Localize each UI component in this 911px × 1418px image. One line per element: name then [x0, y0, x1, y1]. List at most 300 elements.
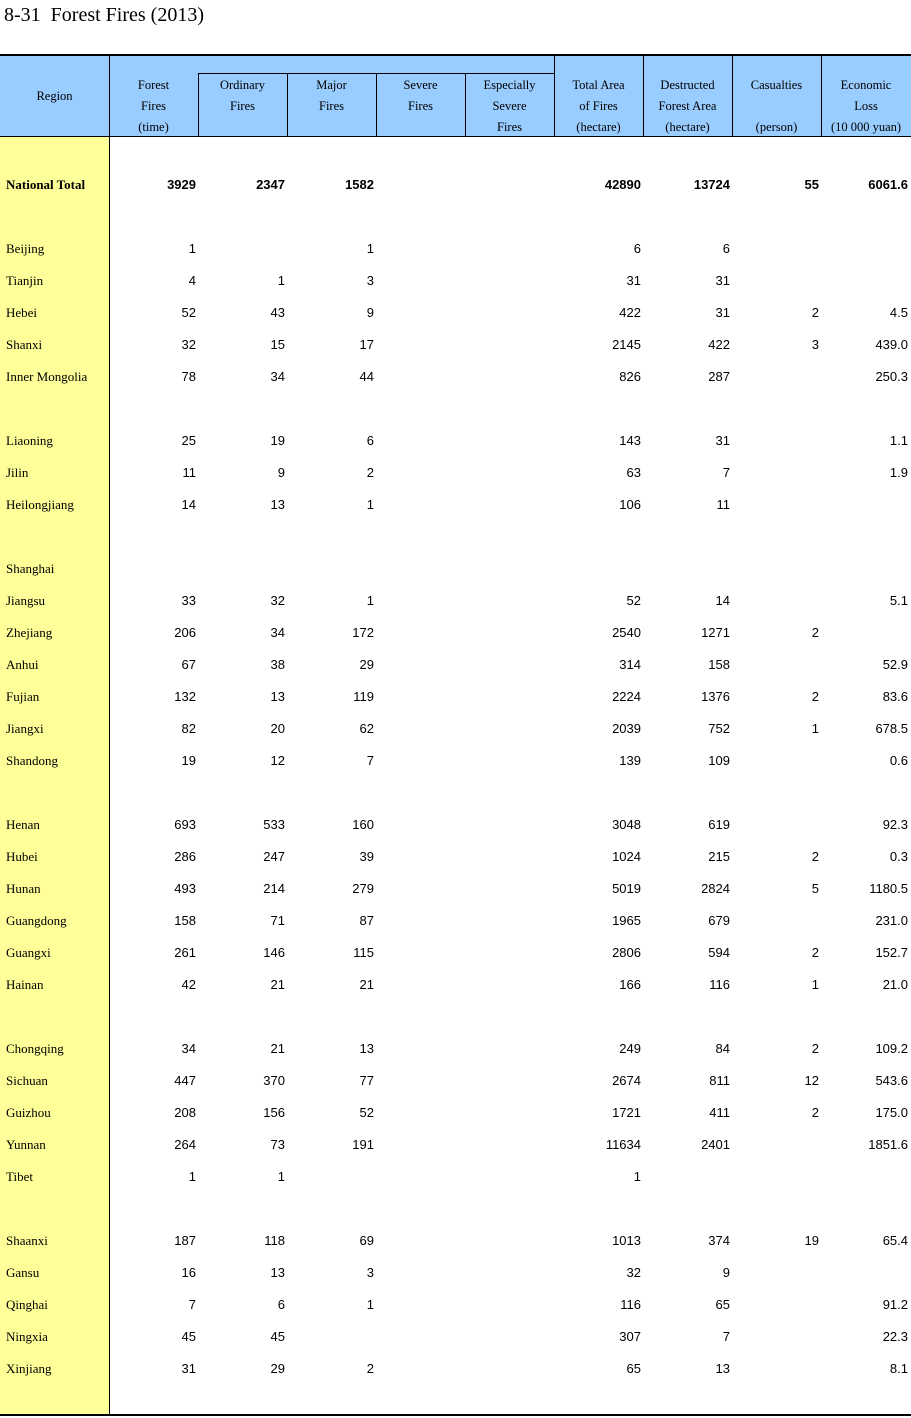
cell-destructed-area: 31 [715, 433, 730, 448]
cell-casualties: 2 [811, 689, 819, 704]
region-name: Liaoning [6, 433, 53, 448]
cell-economic-loss: 92.3 [882, 817, 908, 832]
cell-forest-fires: 34 [181, 1041, 196, 1056]
cell-ordinary-fires: 21 [270, 1041, 285, 1056]
cell-forest-fires: 206 [174, 625, 196, 640]
cell-forest-fires: 19 [181, 753, 196, 768]
cell-total-area: 249 [619, 1041, 641, 1056]
cell-destructed-area: 7 [722, 465, 730, 480]
cell-total-area: 42890 [604, 177, 641, 192]
region-name: Shandong [6, 753, 58, 768]
table-row [0, 361, 911, 393]
cell-major-fires: 1 [366, 241, 374, 256]
cell-economic-loss: 175.0 [875, 1105, 908, 1120]
table-row [0, 1289, 911, 1321]
cell-economic-loss [821, 1161, 908, 1193]
cell-forest-fires: 33 [181, 593, 196, 608]
cell-severe-fires [376, 809, 463, 841]
region-name: Shanxi [6, 337, 43, 352]
cell-forest-fires: 286 [174, 849, 196, 864]
page-title: 8-31 Forest Fires (2013) [4, 4, 204, 26]
cell-destructed-area: 679 [708, 913, 730, 928]
region-name: Qinghai [6, 1297, 48, 1312]
cell-total-area: 63 [626, 465, 641, 480]
cell-forest-fires: 7 [188, 1297, 196, 1312]
cell-ordinary-fires: 34 [270, 369, 285, 384]
table-row [0, 1129, 911, 1161]
region-name: Xinjiang [6, 1361, 52, 1376]
region-name: Guangdong [6, 913, 67, 928]
cell-total-area: 307 [619, 1329, 641, 1344]
cell-total-area: 826 [619, 369, 641, 384]
table-row [0, 1097, 911, 1129]
cell-casualties [732, 649, 819, 681]
cell-especially-severe-fires [465, 1289, 552, 1321]
cell-severe-fires [376, 1097, 463, 1129]
cell-total-area: 2806 [612, 945, 641, 960]
cell-major-fires: 77 [359, 1073, 374, 1088]
cell-casualties [732, 905, 819, 937]
cell-economic-loss: 109.2 [875, 1041, 908, 1056]
cell-forest-fires: 1 [188, 241, 196, 256]
cell-total-area: 1024 [612, 849, 641, 864]
cell-destructed-area: 215 [708, 849, 730, 864]
cell-especially-severe-fires [465, 233, 552, 265]
region-name: Yunnan [6, 1137, 46, 1152]
cell-destructed-area: 116 [709, 977, 730, 992]
cell-forest-fires: 4 [188, 273, 196, 288]
cell-ordinary-fires: 29 [270, 1361, 285, 1376]
cell-severe-fires [376, 841, 463, 873]
cell-severe-fires [376, 329, 463, 361]
cell-casualties: 2 [811, 849, 819, 864]
cell-major-fires: 160 [352, 817, 374, 832]
cell-major-fires: 1 [366, 1297, 374, 1312]
cell-casualties: 3 [811, 337, 819, 352]
cell-ordinary-fires: 247 [263, 849, 285, 864]
bottom-rule [0, 1414, 911, 1416]
cell-ordinary-fires: 1 [277, 1169, 285, 1184]
cell-especially-severe-fires [465, 905, 552, 937]
cell-major-fires: 21 [359, 977, 374, 992]
cell-ordinary-fires: 20 [270, 721, 285, 736]
cell-major-fires: 2 [366, 1361, 374, 1376]
region-name: Gansu [6, 1265, 40, 1280]
cell-severe-fires [376, 1225, 463, 1257]
cell-major-fires: 172 [352, 625, 374, 640]
cell-casualties [732, 1321, 819, 1353]
header-forest-fires: Forest Fires (time) [137, 78, 170, 134]
cell-total-area: 116 [620, 1297, 641, 1312]
cell-major-fires: 1 [366, 497, 374, 512]
table-row [0, 969, 911, 1001]
region-name: Guizhou [6, 1105, 51, 1120]
cell-ordinary-fires: 38 [270, 657, 285, 672]
cell-ordinary-fires: 19 [270, 433, 285, 448]
cell-severe-fires [376, 617, 463, 649]
cell-casualties: 2 [811, 945, 819, 960]
cell-major-fires: 3 [366, 1265, 374, 1280]
cell-ordinary-fires [198, 233, 285, 265]
cell-major-fires: 44 [359, 369, 374, 384]
region-name: Hunan [6, 881, 41, 896]
cell-economic-loss: 250.3 [875, 369, 908, 384]
cell-ordinary-fires: 156 [263, 1105, 285, 1120]
table-row [0, 1065, 911, 1097]
cell-especially-severe-fires [465, 937, 552, 969]
cell-especially-severe-fires [465, 1161, 552, 1193]
cell-major-fires [287, 1321, 374, 1353]
cell-casualties [732, 809, 819, 841]
table-row [0, 905, 911, 937]
table-row [0, 1161, 911, 1193]
cell-especially-severe-fires [465, 841, 552, 873]
cell-economic-loss: 678.5 [875, 721, 908, 736]
cell-economic-loss: 65.4 [882, 1233, 908, 1248]
cell-total-area: 5019 [612, 881, 641, 896]
cell-total-area: 32 [626, 1265, 641, 1280]
cell-forest-fires: 32 [181, 337, 196, 352]
region-name: Henan [6, 817, 40, 832]
cell-destructed-area [643, 1161, 730, 1193]
cell-destructed-area: 374 [708, 1233, 730, 1248]
cell-major-fires: 9 [366, 305, 374, 320]
cell-forest-fires: 25 [181, 433, 196, 448]
cell-ordinary-fires: 34 [270, 625, 285, 640]
cell-forest-fires: 493 [174, 881, 196, 896]
cell-economic-loss: 6061.6 [868, 177, 908, 192]
cell-forest-fires: 187 [174, 1233, 196, 1248]
cell-casualties [732, 425, 819, 457]
region-name: Chongqing [6, 1041, 64, 1056]
cell-forest-fires: 11 [182, 465, 196, 480]
cell-total-area: 3048 [612, 817, 641, 832]
cell-forest-fires: 67 [181, 657, 196, 672]
cell-ordinary-fires: 2347 [256, 177, 285, 192]
cell-major-fires: 2 [366, 465, 374, 480]
cell-destructed-area: 752 [708, 721, 730, 736]
cell-casualties: 2 [811, 1105, 819, 1120]
cell-major-fires: 119 [353, 689, 374, 704]
cell-especially-severe-fires [465, 1097, 552, 1129]
cell-especially-severe-fires [465, 553, 552, 585]
cell-ordinary-fires: 71 [270, 913, 285, 928]
table-row [0, 553, 911, 585]
cell-total-area: 166 [619, 977, 641, 992]
cell-total-area [554, 553, 641, 585]
cell-especially-severe-fires [465, 361, 552, 393]
cell-major-fires: 69 [359, 1233, 374, 1248]
cell-ordinary-fires: 45 [270, 1329, 285, 1344]
cell-ordinary-fires [198, 553, 285, 585]
cell-total-area: 2540 [612, 625, 641, 640]
cell-forest-fires: 447 [174, 1073, 196, 1088]
cell-forest-fires: 31 [181, 1361, 196, 1376]
cell-severe-fires [376, 1321, 463, 1353]
cell-especially-severe-fires [465, 1321, 552, 1353]
cell-severe-fires [376, 905, 463, 937]
table-row [0, 585, 911, 617]
region-name: Tibet [6, 1169, 33, 1184]
cell-ordinary-fires: 118 [264, 1233, 285, 1248]
cell-ordinary-fires: 13 [270, 497, 285, 512]
cell-destructed-area: 811 [709, 1073, 730, 1088]
cell-especially-severe-fires [465, 617, 552, 649]
cell-forest-fires: 42 [181, 977, 196, 992]
cell-destructed-area: 14 [715, 593, 730, 608]
cell-economic-loss: 1851.6 [868, 1137, 908, 1152]
cell-economic-loss: 1180.5 [869, 881, 908, 896]
cell-major-fires [287, 553, 374, 585]
cell-forest-fires: 158 [174, 913, 196, 928]
cell-severe-fires [376, 1353, 463, 1385]
cell-severe-fires [376, 265, 463, 297]
cell-destructed-area [643, 553, 730, 585]
cell-casualties [732, 1289, 819, 1321]
cell-ordinary-fires: 146 [263, 945, 285, 960]
cell-total-area: 31 [626, 273, 641, 288]
cell-ordinary-fires: 13 [270, 689, 285, 704]
cell-casualties [732, 585, 819, 617]
region-name: Inner Mongolia [6, 369, 88, 384]
cell-casualties: 2 [811, 625, 819, 640]
table-row [0, 713, 911, 745]
table-row [0, 1353, 911, 1385]
cell-especially-severe-fires [465, 169, 552, 201]
cell-especially-severe-fires [465, 265, 552, 297]
cell-economic-loss: 8.1 [889, 1361, 908, 1376]
cell-total-area: 2224 [612, 689, 641, 704]
region-name: Jilin [6, 465, 29, 480]
cell-severe-fires [376, 873, 463, 905]
cell-casualties [732, 553, 819, 585]
cell-ordinary-fires: 533 [263, 817, 285, 832]
cell-especially-severe-fires [465, 489, 552, 521]
cell-ordinary-fires: 370 [263, 1073, 285, 1088]
header-economic-loss: Economic Loss (10 000 yuan) [830, 78, 902, 134]
cell-severe-fires [376, 1033, 463, 1065]
cell-severe-fires [376, 649, 463, 681]
header-destructed-area: Destructed Forest Area (hectare) [658, 78, 717, 134]
cell-destructed-area: 1271 [701, 625, 730, 640]
cell-major-fires: 6 [366, 433, 374, 448]
cell-destructed-area: 7 [722, 1329, 730, 1344]
region-name: Hubei [6, 849, 38, 864]
national-total-row [0, 169, 911, 201]
header-especially-severe-fires: Especially Severe Fires [483, 78, 536, 134]
cell-economic-loss: 4.5 [889, 305, 908, 320]
cell-casualties [732, 1129, 819, 1161]
cell-destructed-area: 13 [715, 1361, 730, 1376]
cell-especially-severe-fires [465, 457, 552, 489]
cell-severe-fires [376, 489, 463, 521]
table-row [0, 297, 911, 329]
cell-economic-loss: 83.6 [882, 689, 908, 704]
region-name: Jiangsu [6, 593, 45, 608]
cell-casualties: 19 [804, 1233, 819, 1248]
cell-economic-loss: 0.6 [889, 753, 908, 768]
cell-economic-loss: 0.3 [889, 849, 908, 864]
cell-forest-fires [109, 553, 196, 585]
header-total-area: Total Area of Fires (hectare) [572, 78, 625, 134]
cell-economic-loss: 91.2 [882, 1297, 908, 1312]
cell-economic-loss: 5.1 [889, 593, 908, 608]
cell-forest-fires: 132 [174, 689, 196, 704]
cell-destructed-area: 84 [715, 1041, 730, 1056]
cell-destructed-area: 594 [708, 945, 730, 960]
cell-total-area: 52 [626, 593, 641, 608]
table-row [0, 1321, 911, 1353]
cell-economic-loss: 439.0 [875, 337, 908, 352]
cell-casualties: 1 [811, 977, 819, 992]
cell-destructed-area: 109 [708, 753, 730, 768]
cell-destructed-area: 6 [722, 241, 730, 256]
cell-severe-fires [376, 553, 463, 585]
national-total-label: National Total [6, 177, 86, 192]
cell-economic-loss: 543.6 [875, 1073, 908, 1088]
cell-casualties: 5 [811, 881, 819, 896]
cell-forest-fires: 264 [174, 1137, 196, 1152]
cell-ordinary-fires: 214 [263, 881, 285, 896]
table-row [0, 1225, 911, 1257]
cell-total-area: 422 [619, 305, 641, 320]
cell-destructed-area: 13724 [693, 177, 730, 192]
cell-forest-fires: 208 [174, 1105, 196, 1120]
cell-major-fires: 87 [359, 913, 374, 928]
cell-ordinary-fires: 21 [270, 977, 285, 992]
region-name: Ningxia [6, 1329, 48, 1344]
cell-major-fires: 1 [366, 593, 374, 608]
cell-economic-loss: 21.0 [882, 977, 908, 992]
cell-casualties: 1 [811, 721, 819, 736]
cell-economic-loss: 231.0 [875, 913, 908, 928]
cell-economic-loss [821, 265, 908, 297]
cell-economic-loss [821, 233, 908, 265]
cell-especially-severe-fires [465, 1129, 552, 1161]
cell-especially-severe-fires [465, 809, 552, 841]
table-row [0, 329, 911, 361]
cell-economic-loss [821, 489, 908, 521]
cell-major-fires: 1582 [345, 177, 374, 192]
cell-especially-severe-fires [465, 681, 552, 713]
cell-total-area: 6 [633, 241, 641, 256]
region-name: Guangxi [6, 945, 51, 960]
table-row [0, 841, 911, 873]
cell-severe-fires [376, 1289, 463, 1321]
cell-ordinary-fires: 1 [277, 273, 285, 288]
cell-forest-fires: 45 [181, 1329, 196, 1344]
region-name: Hebei [6, 305, 38, 320]
cell-major-fires: 52 [359, 1105, 374, 1120]
cell-economic-loss: 1.1 [889, 433, 908, 448]
table-row [0, 457, 911, 489]
cell-casualties: 2 [811, 1041, 819, 1056]
cell-severe-fires [376, 1129, 463, 1161]
cell-especially-severe-fires [465, 1065, 552, 1097]
cell-destructed-area: 2824 [701, 881, 730, 896]
cell-total-area: 143 [619, 433, 641, 448]
cell-major-fires: 7 [366, 753, 374, 768]
cell-destructed-area: 287 [708, 369, 730, 384]
cell-total-area: 2145 [612, 337, 641, 352]
cell-casualties [732, 265, 819, 297]
region-name: Heilongjiang [6, 497, 74, 512]
cell-severe-fires [376, 745, 463, 777]
cell-major-fires: 29 [359, 657, 374, 672]
cell-especially-severe-fires [465, 1257, 552, 1289]
cell-severe-fires [376, 681, 463, 713]
cell-casualties [732, 745, 819, 777]
cell-casualties: 12 [804, 1073, 819, 1088]
cell-especially-severe-fires [465, 873, 552, 905]
cell-ordinary-fires: 9 [277, 465, 285, 480]
cell-forest-fires: 78 [181, 369, 196, 384]
cell-casualties [732, 1353, 819, 1385]
cell-severe-fires [376, 425, 463, 457]
cell-economic-loss: 52.9 [882, 657, 908, 672]
cell-forest-fires: 3929 [167, 177, 196, 192]
cell-ordinary-fires: 12 [270, 753, 285, 768]
cell-casualties [732, 233, 819, 265]
region-name: Tianjin [6, 273, 44, 288]
cell-ordinary-fires: 73 [270, 1137, 285, 1152]
region-name: Shanghai [6, 561, 55, 576]
cell-economic-loss [821, 553, 908, 585]
cell-ordinary-fires: 13 [270, 1265, 285, 1280]
region-name: Beijing [6, 241, 45, 256]
cell-severe-fires [376, 457, 463, 489]
region-name: Jiangxi [6, 721, 44, 736]
cell-major-fires: 62 [359, 721, 374, 736]
cell-severe-fires [376, 1065, 463, 1097]
cell-major-fires: 191 [352, 1137, 374, 1152]
cell-especially-severe-fires [465, 713, 552, 745]
cell-forest-fires: 1 [188, 1169, 196, 1184]
cell-major-fires: 279 [352, 881, 374, 896]
cell-forest-fires: 16 [181, 1265, 196, 1280]
cell-severe-fires [376, 585, 463, 617]
cell-destructed-area: 65 [715, 1297, 730, 1312]
cell-casualties [732, 489, 819, 521]
cell-severe-fires [376, 233, 463, 265]
cell-destructed-area: 1376 [701, 689, 730, 704]
subheader-rule [198, 73, 554, 74]
table-row [0, 681, 911, 713]
cell-ordinary-fires: 6 [277, 1297, 285, 1312]
header-major-fires: Major Fires [316, 78, 347, 113]
region-name: Hainan [6, 977, 44, 992]
cell-major-fires [287, 1161, 374, 1193]
cell-total-area: 1 [633, 1169, 641, 1184]
cell-ordinary-fires: 43 [270, 305, 285, 320]
cell-especially-severe-fires [465, 1033, 552, 1065]
cell-especially-severe-fires [465, 297, 552, 329]
cell-economic-loss [821, 1257, 908, 1289]
region-name: Anhui [6, 657, 39, 672]
cell-severe-fires [376, 297, 463, 329]
cell-severe-fires [376, 937, 463, 969]
cell-economic-loss [821, 617, 908, 649]
cell-casualties [732, 1257, 819, 1289]
table-row [0, 649, 911, 681]
header-region: Region [36, 89, 73, 103]
header-ordinary-fires: Ordinary Fires [219, 78, 266, 113]
cell-especially-severe-fires [465, 745, 552, 777]
cell-destructed-area: 2401 [701, 1137, 730, 1152]
cell-especially-severe-fires [465, 649, 552, 681]
cell-forest-fires: 82 [181, 721, 196, 736]
cell-major-fires: 115 [353, 945, 374, 960]
